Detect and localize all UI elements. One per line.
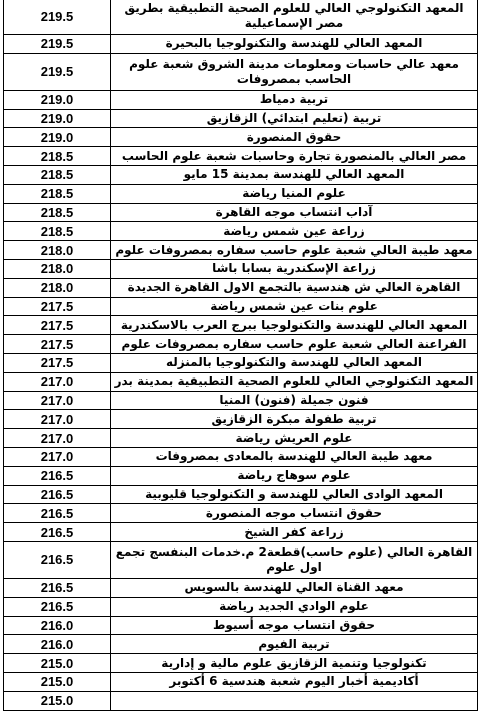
minimum-score-cell: 219.5 <box>4 53 111 90</box>
table-row <box>4 372 478 391</box>
table-row <box>4 391 478 410</box>
table-row <box>4 90 478 109</box>
table-row <box>4 429 478 448</box>
table-row <box>4 259 478 278</box>
institution-name-cell: المعهد العالي للهندسة والتكنولوجيا بالمنزله <box>111 353 478 372</box>
institution-name-cell: مصر العالي بالمنصورة تجارة وحاسبات شعبة علوم الحاسب <box>111 147 478 166</box>
institution-name-cell: زراعة عين شمس رياضة <box>111 222 478 241</box>
minimum-score-cell: 218.0 <box>4 241 111 260</box>
table-row <box>4 165 478 184</box>
institution-name-cell: معهد طيبة العالي للهندسة بالمعادى بمصروفات <box>111 447 478 466</box>
table-body <box>4 0 478 710</box>
minimum-score-cell: 218.5 <box>4 147 111 166</box>
institution-name-cell: حقوق انتساب موجه أسيوط <box>111 616 478 635</box>
table-row <box>4 184 478 203</box>
minimum-score-cell: 216.5 <box>4 541 111 578</box>
institution-name-cell: علوم سوهاج رياضة <box>111 466 478 485</box>
minimum-score-cell: 217.0 <box>4 410 111 429</box>
minimum-score-cell: 216.5 <box>4 504 111 523</box>
admission-scores-table <box>3 0 478 711</box>
table-row <box>4 128 478 147</box>
minimum-score-cell: 215.0 <box>4 672 111 691</box>
table-row <box>4 353 478 372</box>
table-row <box>4 0 478 35</box>
table-row <box>4 335 478 354</box>
institution-name-cell: حقوق المنصورة <box>111 128 478 147</box>
table-row <box>4 35 478 54</box>
institution-name-cell: القاهرة العالي (علوم حاسب)قطعة2 م.خدمات البنفسج تجمع اول علوم <box>111 541 478 578</box>
table-row <box>4 578 478 597</box>
minimum-score-cell: 216.0 <box>4 616 111 635</box>
minimum-score-cell: 217.5 <box>4 353 111 372</box>
minimum-score-cell: 217.5 <box>4 335 111 354</box>
institution-name-cell: أكاديمية أخبار اليوم شعبة هندسية 6 أكتوبر <box>111 672 478 691</box>
minimum-score-cell: 215.0 <box>4 654 111 673</box>
institution-name-cell: فنون جميلة (فنون) المنيا <box>111 391 478 410</box>
minimum-score-cell: 218.0 <box>4 259 111 278</box>
table-row <box>4 316 478 335</box>
minimum-score-cell: 215.0 <box>4 691 111 710</box>
table-row <box>4 672 478 691</box>
institution-name-cell: تكنولوجيا وتنمية الزقازيق علوم مالية و إدارية <box>111 654 478 673</box>
institution-name-cell: معهد القناة العالي للهندسة بالسويس <box>111 578 478 597</box>
institution-name-cell: الفراعنة العالي شعبة علوم حاسب سفاره بمصروفات علوم <box>111 335 478 354</box>
institution-name-cell <box>111 691 478 710</box>
minimum-score-cell: 219.5 <box>4 0 111 35</box>
minimum-score-cell: 218.5 <box>4 203 111 222</box>
institution-name-cell: تربية طفولة مبكرة الزقازيق <box>111 410 478 429</box>
table-row <box>4 222 478 241</box>
table-row <box>4 203 478 222</box>
table-row <box>4 147 478 166</box>
institution-name-cell: علوم المنيا رياضة <box>111 184 478 203</box>
minimum-score-cell: 216.5 <box>4 578 111 597</box>
institution-name-cell: تربية دمياط <box>111 90 478 109</box>
minimum-score-cell: 219.0 <box>4 90 111 109</box>
minimum-score-cell: 216.5 <box>4 523 111 542</box>
institution-name-cell: تربية الفيوم <box>111 635 478 654</box>
institution-name-cell: تربية (تعليم ابتدائي) الزقازيق <box>111 109 478 128</box>
table-row <box>4 410 478 429</box>
institution-name-cell: المعهد الوادى العالي للهندسة و التكنولوجيا قليوبية <box>111 485 478 504</box>
table-row <box>4 616 478 635</box>
table-row <box>4 53 478 90</box>
minimum-score-cell: 219.0 <box>4 128 111 147</box>
table-row <box>4 485 478 504</box>
minimum-score-cell: 218.5 <box>4 184 111 203</box>
institution-name-cell: آداب انتساب موجه القاهرة <box>111 203 478 222</box>
table-row <box>4 278 478 297</box>
table-row <box>4 504 478 523</box>
table-row <box>4 635 478 654</box>
institution-name-cell: علوم الوادي الجديد رياضة <box>111 597 478 616</box>
institution-name-cell: علوم بنات عين شمس رياضة <box>111 297 478 316</box>
minimum-score-cell: 216.5 <box>4 466 111 485</box>
minimum-score-cell: 218.0 <box>4 278 111 297</box>
institution-name-cell: القاهرة العالي ش هندسية بالتجمع الاول القاهرة الجديدة <box>111 278 478 297</box>
minimum-score-cell: 217.5 <box>4 297 111 316</box>
minimum-score-cell: 217.0 <box>4 391 111 410</box>
minimum-score-cell: 219.0 <box>4 109 111 128</box>
institution-name-cell: معهد عالي حاسبات ومعلومات مدينة الشروق شعبة علوم الحاسب بمصروفات <box>111 53 478 90</box>
table-row <box>4 541 478 578</box>
table-row <box>4 597 478 616</box>
table-row <box>4 466 478 485</box>
institution-name-cell: المعهد العالي للهندسة والتكنولوجيا بالبحيرة <box>111 35 478 54</box>
institution-name-cell: زراعة كفر الشيخ <box>111 523 478 542</box>
institution-name-cell: المعهد العالي للهندسة والتكنولوجيا ببرج العرب بالاسكندرية <box>111 316 478 335</box>
institution-name-cell: علوم العريش رياضة <box>111 429 478 448</box>
minimum-score-cell: 217.0 <box>4 372 111 391</box>
table-row <box>4 691 478 710</box>
minimum-score-cell: 216.0 <box>4 635 111 654</box>
table-row <box>4 241 478 260</box>
minimum-score-cell: 217.0 <box>4 429 111 448</box>
table-row <box>4 523 478 542</box>
institution-name-cell: حقوق انتساب موجه المنصورة <box>111 504 478 523</box>
minimum-score-cell: 216.5 <box>4 485 111 504</box>
institution-name-cell: المعهد العالي للهندسة بمدينة 15 مايو <box>111 165 478 184</box>
institution-name-cell: المعهد التكنولوجي العالي للعلوم الصحية التطبيقية بمدينة بدر <box>111 372 478 391</box>
minimum-score-cell: 217.0 <box>4 447 111 466</box>
institution-name-cell: المعهد التكنولوجي العالي للعلوم الصحية التطبيقية بطريق مصر الإسماعيلية <box>111 0 478 35</box>
table-row <box>4 654 478 673</box>
table-row <box>4 109 478 128</box>
minimum-score-cell: 218.5 <box>4 222 111 241</box>
table-row <box>4 297 478 316</box>
minimum-score-cell: 219.5 <box>4 35 111 54</box>
minimum-score-cell: 216.5 <box>4 597 111 616</box>
table-row <box>4 447 478 466</box>
minimum-score-cell: 218.5 <box>4 165 111 184</box>
institution-name-cell: معهد طيبة العالي شعبة علوم حاسب سفاره بمصروفات علوم <box>111 241 478 260</box>
institution-name-cell: زراعة الإسكندرية بسابا باشا <box>111 259 478 278</box>
minimum-score-cell: 217.5 <box>4 316 111 335</box>
